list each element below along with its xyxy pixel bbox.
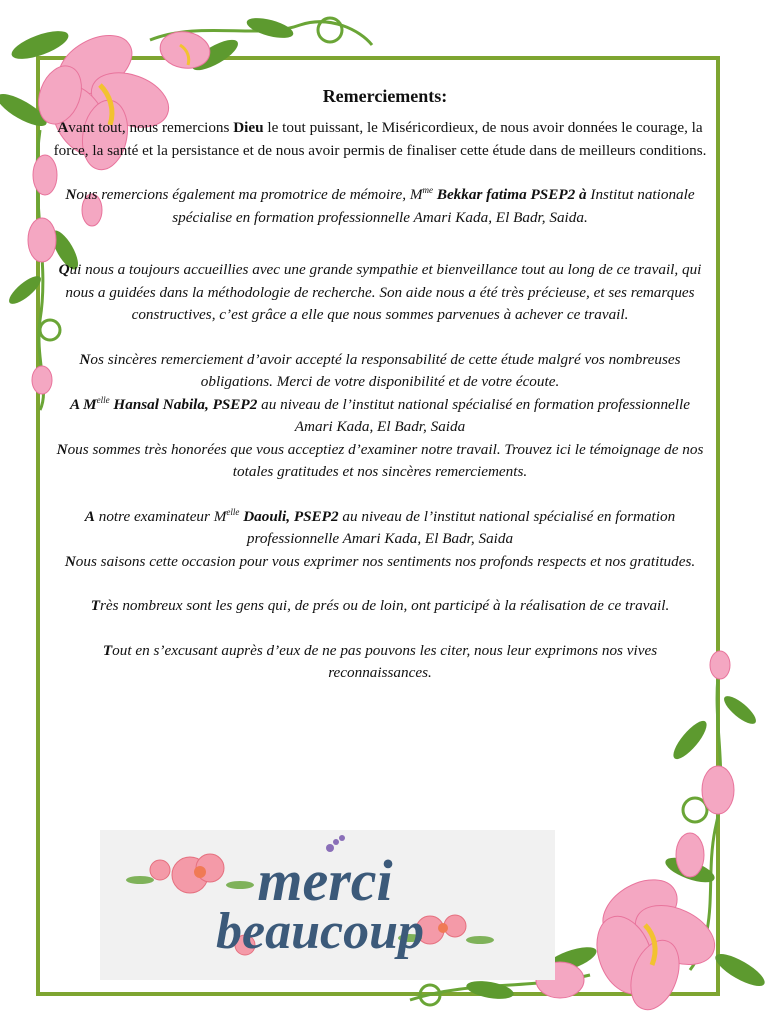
svg-text:merci: merci (257, 848, 393, 913)
merci-beaucoup-illustration-icon (100, 830, 555, 980)
page-title: Remerciements: (322, 86, 448, 106)
paragraph-accueillies: Qui nous a toujours accueillies avec une grande sympathie et bienveillance tout au long de ce travail, qui nous a guidées dans la méthodologie de recherche. Son aide nous a été très précieuse, et ses remarques constructives, c’est grâce a elle que nous sommes parvenues à achever ce travail. (58, 261, 702, 323)
paragraph-nombreux: Très nombreux sont les gens qui, de prés ou de loin, ont participé à la réalisation de ce travail. (90, 597, 670, 614)
paragraph-promotrice: Nous remercions également ma promotrice de mémoire, $M^{me}$ Bekkar fatima PSEP2 à Institut nationale spécialise en formation professionnelle Amari Kada, El Badr, Saida. (65, 184, 695, 226)
svg-text:beaucoup: beaucoup (216, 903, 424, 960)
paragraph-dieu: Avant tout, nous remercions Dieu le tout puissant, le Miséricordieux, de nous avoir données le courage, la force, la santé et la persistance et de nous avoir permis de finaliser cette étude dans de meilleurs conditions. (53, 119, 707, 159)
letter-content (50, 82, 710, 685)
merci-beaucoup-image (100, 830, 555, 980)
paragraph-excusant: Tout en s’excusant auprès d’eux de ne pas pouvons les citer, nous leur exprimons nos vives reconnaissances. (102, 641, 658, 681)
paragraph-daouli: A notre examinateur $M^{elle}$ Daouli, PSEP2 au niveau de l’institut national spécialisé en formation professionnelle Amari Kada, El Badr, Saida Nous saisons cette occasion pour vous exprimer nos sentiments nos profonds respects et nos gratitudes. (64, 506, 696, 570)
paragraph-hansal: Nos sincères remerciement d’avoir accepté la responsabilité de cette étude malgré vos nombreuses obligations. Merci de votre disponibilité et de votre écoute. A $M^{elle}$ Hansal Nabila, PSEP2 au niveau de l’institut national spécialisé en formation professionnelle Amari Kada, El Badr, Saida Nous sommes très honorées que vous acceptiez d’examiner notre travail. Trouvez ici le témoignage de nos totales gratitudes et nos sincères remerciements. (56, 350, 704, 480)
